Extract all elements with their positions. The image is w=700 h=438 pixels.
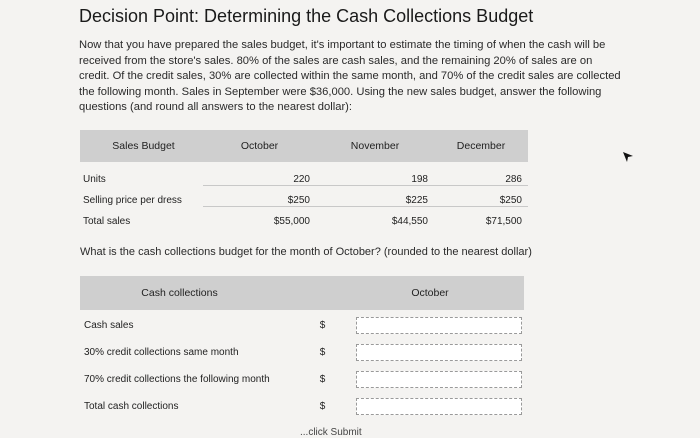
header-sales-budget: Sales Budget [112, 140, 175, 152]
header-december: December [456, 140, 506, 152]
total-cash-collections-input[interactable] [356, 398, 522, 415]
row-label: Selling price per dress [83, 195, 182, 206]
table-row [80, 211, 528, 232]
dollar-sign: $ [319, 320, 326, 331]
cash-collections-table [80, 276, 524, 420]
sales-budget-header [80, 130, 528, 162]
dollar-sign: $ [319, 401, 326, 412]
cell-value: $44,550 [391, 216, 428, 227]
row-label: Total sales [83, 216, 131, 227]
page-title: Decision Point: Determining the Cash Collections Budget [79, 6, 534, 26]
cell-value: $225 [316, 195, 434, 207]
submit-link[interactable]: ...click Submit [300, 427, 362, 438]
cell-value: $71,500 [485, 216, 522, 227]
header-november: November [350, 140, 400, 152]
header-october: October [411, 287, 449, 299]
table-row [80, 169, 528, 190]
question-text: What is the cash collections budget for the month of October? (rounded to the nearest dollar) [80, 246, 532, 258]
table-row [80, 312, 524, 339]
cell-value: $55,000 [273, 216, 310, 227]
table-row [80, 339, 524, 366]
row-label: 70% credit collections the following month [84, 374, 270, 385]
cell-value: $250 [434, 195, 528, 207]
cash-sales-input[interactable] [356, 317, 522, 334]
cell-value: 198 [316, 174, 434, 186]
header-cash-collections: Cash collections [141, 287, 218, 299]
intro-paragraph: Now that you have prepared the sales budget, it's important to estimate the timing of when the cash will be received from the store's sales. 80% of the sales are cash sales, and the remaining 20% of sales are on credit. Of the credit sales, 30% are collected within the same month, and 70% of the credit sales are collected the following month. Sales in September were $36,000. Using the new sales budget, answer the following questions (and round all answers to the nearest dollar): [79, 39, 621, 114]
cash-collections-header [80, 276, 524, 310]
mouse-pointer-icon [622, 151, 634, 163]
credit-same-month-input[interactable] [356, 344, 522, 361]
row-label: 30% credit collections same month [84, 347, 239, 358]
credit-following-month-input[interactable] [356, 371, 522, 388]
header-october: October [240, 140, 279, 152]
sales-budget-table [80, 130, 528, 232]
row-label: Cash sales [84, 320, 134, 331]
dollar-sign: $ [319, 347, 326, 358]
row-label: Total cash collections [84, 401, 179, 412]
table-row [80, 366, 524, 393]
cell-value: $250 [203, 195, 316, 207]
cell-value: 220 [203, 174, 316, 186]
row-label: Units [83, 174, 106, 185]
table-row [80, 190, 528, 211]
cell-value: 286 [434, 174, 528, 186]
table-row [80, 393, 524, 420]
dollar-sign: $ [319, 374, 326, 385]
